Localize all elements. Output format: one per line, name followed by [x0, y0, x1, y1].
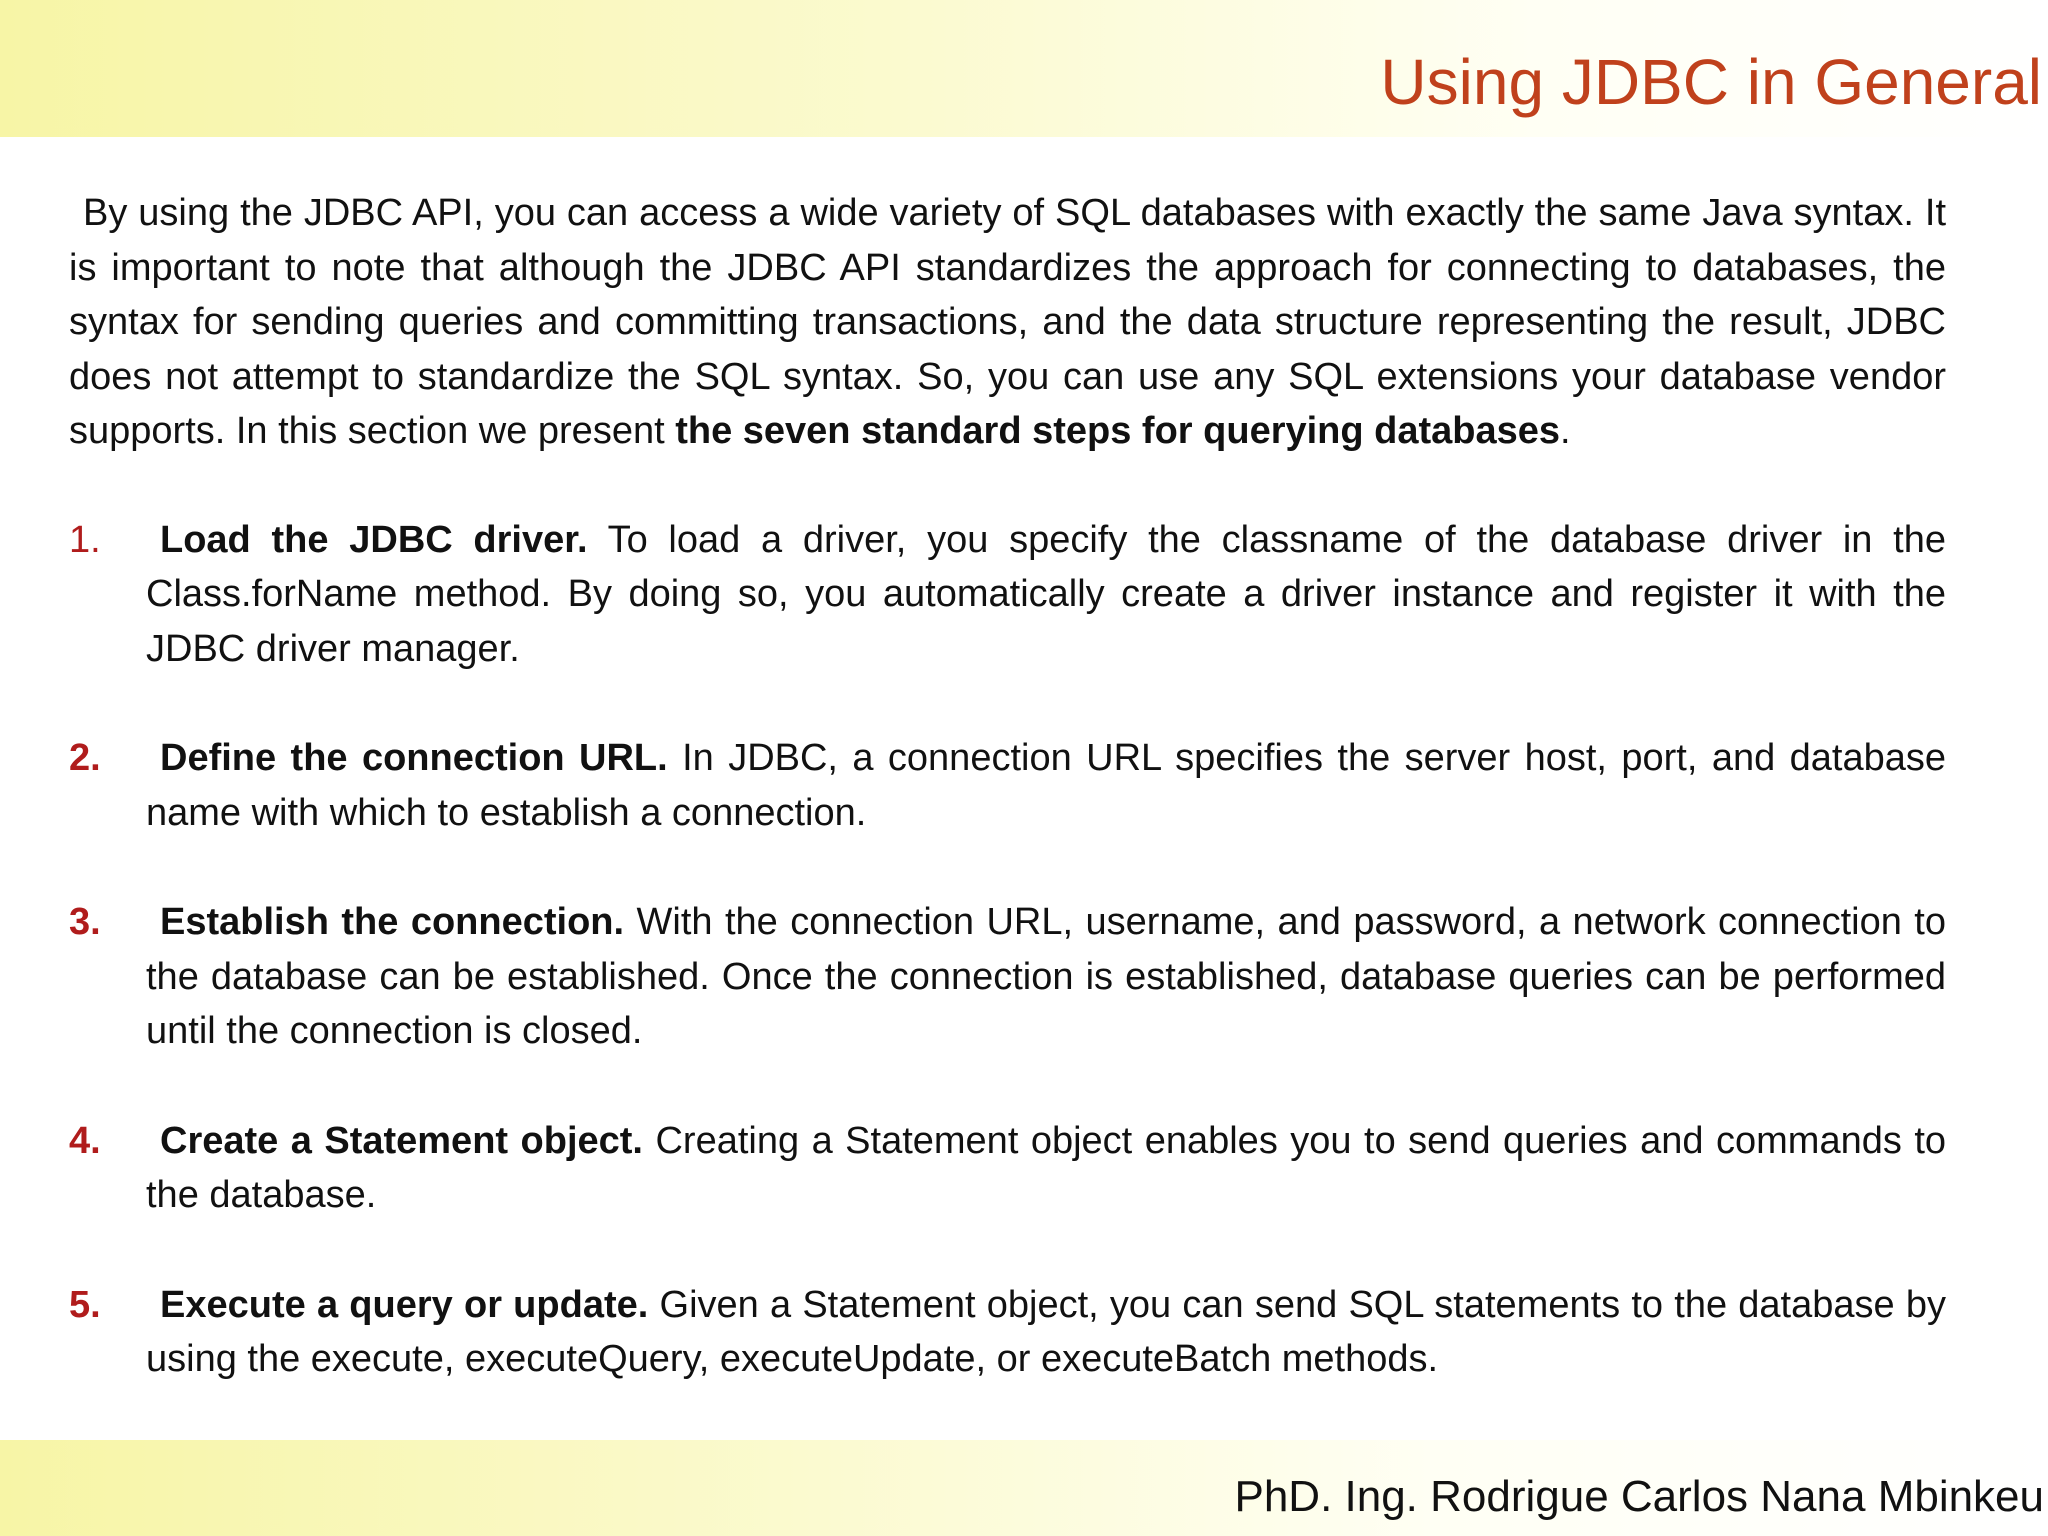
slide-content [69, 186, 1946, 1442]
step-number: 2. [69, 737, 101, 779]
slide-title: Using JDBC in General [1380, 46, 2042, 118]
step-text: In JDBC, a connection URL specifies the server host, port, and database name with which to establish a connection. [146, 737, 1946, 834]
step-title: Load the JDBC driver. [160, 518, 588, 561]
steps-list [69, 513, 1946, 1387]
step-number: 3. [69, 901, 101, 943]
step-title: Create a Statement object. [160, 1119, 643, 1162]
intro-text: By using the JDBC API, you can access a wide variety of SQL databases with exactly the same Java syntax. It is important to note that although the JDBC API standardizes the approach for connecting to databases, the syntax for sending queries and committing transactions, and the data structure representing the result, JDBC does not attempt to standardize the SQL syntax. So, you can use any SQL extensions your database vendor supports. In this section we present [69, 192, 1946, 452]
step-item [69, 513, 1946, 677]
step-text: Creating a Statement object enables you to send queries and commands to the database. [146, 1119, 1947, 1216]
author-footer: PhD. Ing. Rodrigue Carlos Nana Mbinkeu [1234, 1472, 2044, 1521]
intro-paragraph [69, 186, 1946, 459]
intro-emphasis: the seven standard steps for querying databases [675, 410, 1561, 452]
step-title: Define the connection URL. [160, 737, 668, 779]
step-item [69, 731, 1946, 840]
step-item [69, 1114, 1946, 1223]
step-number: 4. [69, 1119, 101, 1162]
step-number: 1. [69, 518, 101, 561]
step-item [69, 895, 1946, 1059]
step-title: Execute a query or update. [160, 1283, 649, 1326]
step-item [69, 1278, 1946, 1387]
step-text: To load a driver, you specify the classname of the database driver in the Class.forName method. By doing so, you automatically create a driver instance and register it with the JDBC driver manager. [146, 518, 1946, 670]
step-number: 5. [69, 1283, 101, 1326]
step-text: Given a Statement object, you can send SQL statements to the database by using the execute, executeQuery, executeUpdate, or executeBatch methods. [146, 1283, 1946, 1380]
step-text: With the connection URL, username, and password, a network connection to the database can be established. Once the connection is established, database queries can be performed until the connection is closed. [146, 901, 1946, 1052]
intro-end: . [1560, 410, 1571, 452]
step-title: Establish the connection. [160, 901, 625, 943]
